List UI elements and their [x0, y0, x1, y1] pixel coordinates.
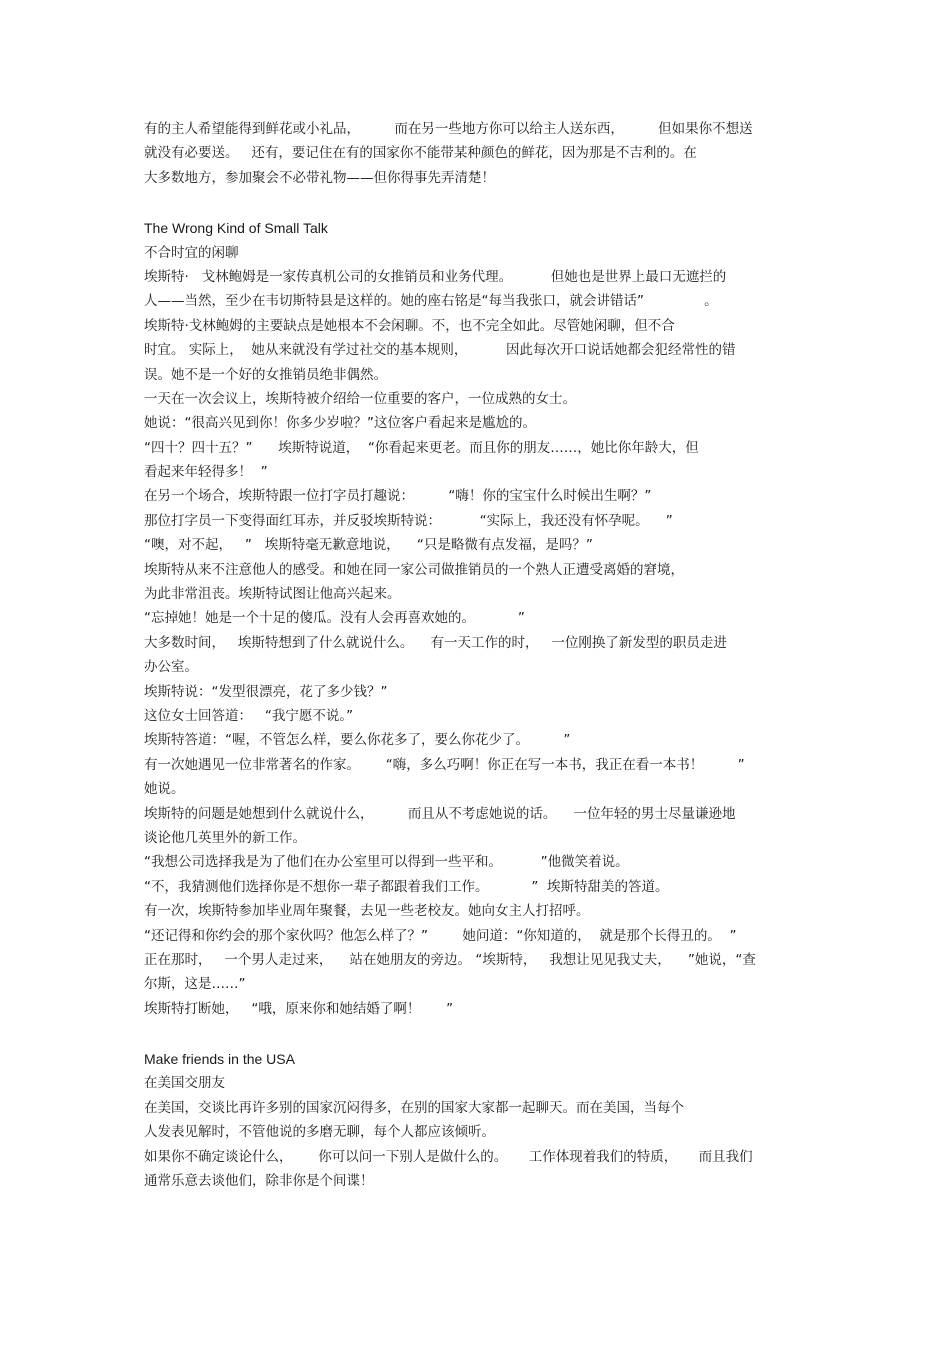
text-line: 埃斯特的问题是她想到什么就说什么， 而且从不考虑她说的话。 一位年轻的男士尽量谦逊地 [144, 805, 736, 822]
text-line: 埃斯特说：“发型很漂亮，花了多少钱？” [144, 683, 388, 700]
text-line: 误。她不是一个好的女推销员绝非偶然。 [144, 366, 387, 383]
section-title-zh: 在美国交朋友 [144, 1075, 225, 1092]
text-line: “我想公司选择我是为了他们在办公室里可以得到一些平和。 ”他微笑着说。 [144, 854, 629, 871]
text-line: 这位女士回答道： “我宁愿不说。” [144, 707, 354, 724]
text-line: 埃斯特· 戈林鲍姆是一家传真机公司的女推销员和业务代理。 但她也是世界上最口无遮拦的 [144, 268, 727, 285]
text-line: 大多数时间， 埃斯特想到了什么就说什么。 有一天工作的时， 一位刚换了新发型的职员走进 [144, 634, 727, 651]
text-line: 有一次，埃斯特参加毕业周年聚餐，去见一些老校友。她向女主人打招呼。 [144, 903, 590, 920]
text-line: 埃斯特答道：“喔，不管怎么样，要么你花多了，要么你花少了。 ” [144, 732, 571, 749]
text-line: 如果你不确定谈论什么， 你可以问一下别人是做什么的。 工作体现着我们的特质， 而且我们 [144, 1148, 753, 1165]
text-line: 那位打字员一下变得面红耳赤，并反驳埃斯特说： “实际上，我还没有怀孕呢。 ” [144, 512, 673, 529]
section-body [144, 265, 814, 1021]
text-line: 谈论他几英里外的新工作。 [144, 829, 306, 846]
section-title-en: The Wrong Kind of Small Talk [144, 220, 328, 237]
text-line: “四十？四十五？” 埃斯特说道， “你看起来更老。而且你的朋友……，她比你年龄大，但 [144, 439, 699, 456]
text-line: 她说。 [144, 781, 185, 798]
text-line: 正在那时， 一个男人走过来， 站在她朋友的旁边。 “埃斯特， 我想让见见我丈夫， ”她说，“查 [144, 951, 756, 968]
text-line: 埃斯特打断她， “哦，原来你和她结婚了啊！ ” [144, 1000, 454, 1017]
text-line: 埃斯特从来不注意他人的感受。和她在同一家公司做推销员的一个熟人正遭受离婚的窘境， [144, 561, 684, 578]
text-line: 有一次她遇见一位非常著名的作家。 “嗨，多么巧啊！你正在写一本书，我正在看一本书！ ” [144, 756, 745, 773]
section-title-en: Make friends in the USA [144, 1051, 295, 1068]
text-line: 办公室。 [144, 659, 198, 676]
text-line: 她说：“很高兴见到你！你多少岁啦？”这位客户看起来是尴尬的。 [144, 415, 536, 432]
text-line: 人发表见解时，不管他说的多磨无聊，每个人都应该倾听。 [144, 1124, 495, 1141]
text-line: 人——当然，至少在韦切斯特县是这样的。她的座右铭是“每当我张口，就会讲错话” 。 [144, 293, 718, 310]
section-title-zh: 不合时宜的闲聊 [144, 244, 239, 261]
text-line: 为此非常沮丧。埃斯特试图让他高兴起来。 [144, 586, 401, 603]
section-gap [144, 190, 814, 216]
text-line: 尔斯，这是……” [144, 976, 246, 993]
text-line: “忘掉她！她是一个十足的傻瓜。没有人会再喜欢她的。 ” [144, 610, 525, 627]
text-line: 就没有必要送。 还有，要记住在有的国家你不能带某种颜色的鲜花，因为那是不吉利的。在 [144, 145, 697, 162]
section-body [144, 1096, 814, 1194]
text-line: 时宜。 实际上， 她从来就没有学过社交的基本规则， 因此每次开口说话她都会犯经常性的错 [144, 342, 736, 359]
intro-paragraph [144, 117, 814, 190]
document-body [144, 117, 814, 1193]
text-line: 通常乐意去谈他们，除非你是个间谍！ [144, 1173, 374, 1190]
text-line: 一天在一次会议上，埃斯特被介绍给一位重要的客户，一位成熟的女士。 [144, 390, 576, 407]
text-line: 在另一个场合，埃斯特跟一位打字员打趣说： “嗨！你的宝宝什么时候出生啊？” [144, 488, 652, 505]
text-line: 大多数地方，参加聚会不必带礼物——但你得事先弄清楚！ [144, 169, 495, 186]
text-line: “噢，对不起， ” 埃斯特毫无歉意地说， “只是略微有点发福，是吗？” [144, 537, 593, 554]
text-line: “还记得和你约会的那个家伙吗？他怎么样了？” 她问道：“你知道的， 就是那个长得丑的。 ” [144, 927, 737, 944]
section-gap [144, 1021, 814, 1047]
text-line: 在美国，交谈比再许多别的国家沉闷得多，在别的国家大家都一起聊天。而在美国，当每个 [144, 1099, 684, 1116]
text-line: “不，我猜测他们选择你是不想你一辈子都跟着我们工作。 ” 埃斯特甜美的答道。 [144, 878, 669, 895]
text-line: 埃斯特·戈林鲍姆的主要缺点是她根本不会闲聊。不，也不完全如此。尽管她闲聊，但不合 [144, 317, 675, 334]
text-line: 有的主人希望能得到鲜花或小礼品， 而在另一些地方你可以给主人送东西， 但如果你不想送 [144, 121, 753, 137]
text-line: 看起来年轻得多！ ” [144, 464, 268, 481]
